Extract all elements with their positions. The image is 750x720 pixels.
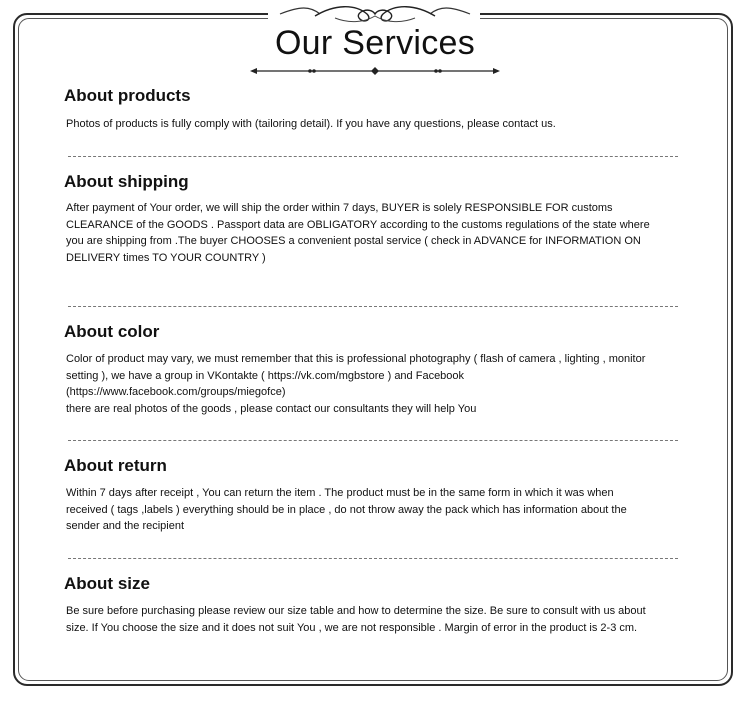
section-products bbox=[64, 86, 684, 106]
divider bbox=[68, 440, 678, 441]
divider bbox=[68, 306, 678, 307]
section-size bbox=[64, 574, 684, 594]
section-heading: About return bbox=[64, 456, 167, 475]
section-return-body bbox=[66, 485, 686, 535]
section-heading: About shipping bbox=[64, 172, 189, 191]
ornament-swirl-icon bbox=[275, 2, 475, 26]
title-underline-ornament-icon bbox=[250, 64, 500, 78]
section-heading: About size bbox=[64, 574, 150, 593]
divider bbox=[68, 156, 678, 157]
section-text: Photos of products is fully comply with (tailoring detail). If you have any questions, please contact us. bbox=[66, 118, 556, 130]
section-text: Color of product may vary, we must remember that this is professional photography ( flash of camera , lighting , monitor setting ), we have a group in VKontakte ( https://vk.com/mgbstore ) and Facebook (https://www.facebook.com/groups/miegofce) there are real photos of the goods , please contact our consultants they will help You bbox=[66, 353, 646, 415]
section-return bbox=[64, 456, 684, 476]
section-color-body bbox=[66, 351, 686, 417]
section-text: Be sure before purchasing please review our size table and how to determine the size. Be sure to consult with us about size. If You choose the size and it does not suit You , we are not responsible . Margin of error in the product is 2-3 cm. bbox=[66, 605, 646, 634]
section-size-body bbox=[66, 603, 686, 636]
page-title: Our Services bbox=[274, 24, 476, 62]
section-text: After payment of Your order, we will ship the order within 7 days, BUYER is solely RESPONSIBLE FOR customs CLEARANCE of the GOODS . Passport data are OBLIGATORY according to the customs regulations of the state where you are shipping from .The buyer CHOOSES a convenient postal service ( check in ADVANCE for INFORMATION ON DELIVERY times TO YOUR COUNTRY ) bbox=[66, 202, 650, 264]
section-heading: About products bbox=[64, 86, 191, 105]
section-heading: About color bbox=[64, 322, 160, 341]
section-color bbox=[64, 322, 684, 342]
divider bbox=[68, 558, 678, 559]
section-shipping bbox=[64, 172, 684, 192]
section-text: Within 7 days after receipt , You can return the item . The product must be in the same form in which it was when received ( tags ,labels ) everything should be in place , do not throw away the pack which has information about the sender and the recipient bbox=[66, 487, 627, 532]
section-products-body bbox=[66, 116, 686, 133]
section-shipping-body bbox=[66, 200, 686, 266]
